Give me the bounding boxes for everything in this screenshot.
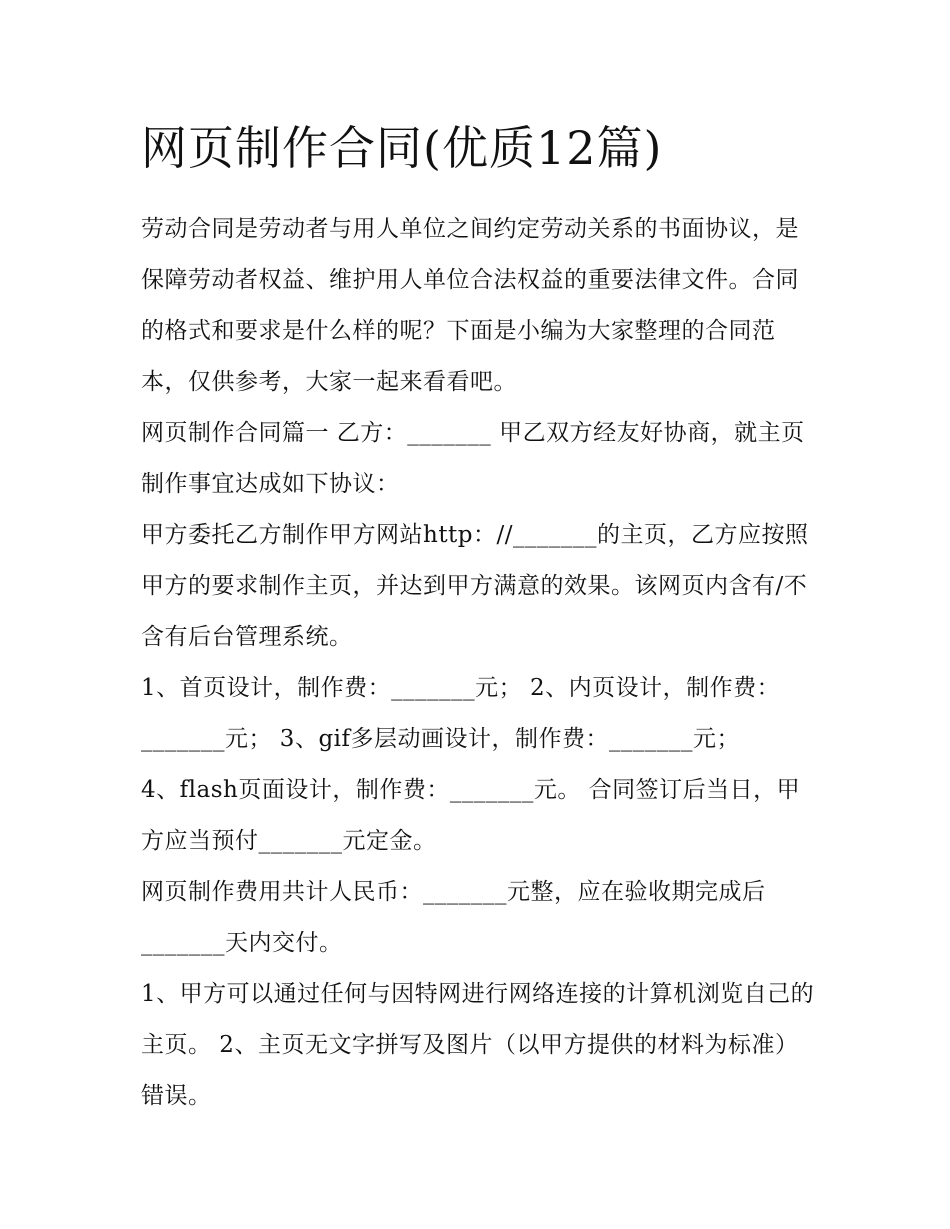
- total-fee-paragraph: 网页制作费用共计人民币：_______元整，应在验收期完成后_______天内交付。: [141, 879, 766, 956]
- document-body: [141, 112, 821, 1122]
- intro-paragraph: 劳动合同是劳动者与用人单位之间约定劳动关系的书面协议，是保障劳动者权益、维护用人单位合法权益的重要法律文件。合同的格式和要求是什么样的呢？下面是小编为大家整理的合同范本，仅供参考，大家一起来看看吧。: [141, 216, 799, 395]
- fee-list-paragraph: 1、首页设计，制作费：_______元； 2、内页设计，制作费：_______元； 3、gif多层动画设计，制作费：_______元；: [141, 675, 781, 752]
- contract-one-heading-paragraph: 网页制作合同篇一 乙方：_______ 甲乙双方经友好协商，就主页制作事宜达成如下协议：: [141, 420, 805, 497]
- document-title: 网页制作合同(优质12篇): [141, 121, 663, 175]
- acceptance-paragraph: 1、甲方可以通过任何与因特网进行网络连接的计算机浏览自己的主页。 2、主页无文字拼写及图片（以甲方提供的材料为标准）错误。: [141, 981, 815, 1109]
- deposit-paragraph: 4、flash页面设计，制作费：_______元。 合同签订后当日，甲方应当预付_______元定金。: [141, 777, 801, 854]
- commission-paragraph: 甲方委托乙方制作甲方网站http：//_______的主页，乙方应按照甲方的要求制作主页，并达到甲方满意的效果。该网页内含有/不含有后台管理系统。: [141, 522, 809, 650]
